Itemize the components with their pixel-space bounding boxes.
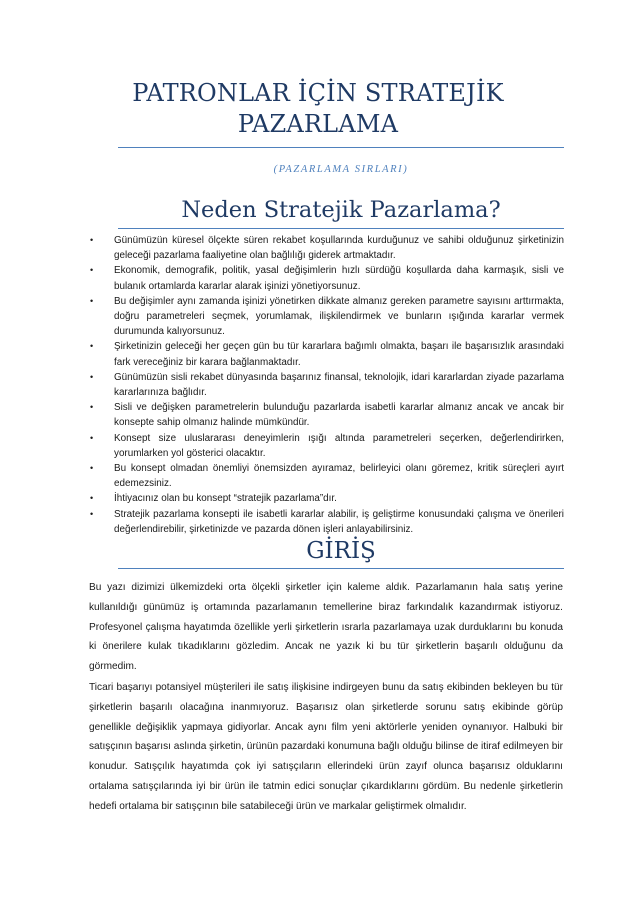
section-heading-introduction: GİRİŞ <box>306 538 376 564</box>
bullet-icon: • <box>90 371 94 382</box>
bullet-text: Günümüzün küresel ölçekte süren rekabet koşullarında kurduğunuz ve sahibi olduğunuz şirketinizin geleceği pazarlama faaliyetine olan bağlılığı giderek artmaktadır. <box>114 235 564 262</box>
bullet-text: İhtiyacınız olan bu konsept “stratejik pazarlama”dır. <box>114 493 337 505</box>
bullet-list <box>89 233 564 537</box>
bullet-item <box>89 294 564 340</box>
bullet-item <box>89 400 564 430</box>
intro-divider <box>118 568 564 569</box>
bullet-text: Ekonomik, demografik, politik, yasal değişimlerin hızlı sürdüğü koşullarda daha karmaşık, sisli ve bulanık ortamlarda kararlar alarak işinizi yönetiyorsunuz. <box>114 265 564 292</box>
bullet-icon: • <box>90 432 94 443</box>
bullet-item <box>89 507 564 537</box>
bullet-text: Stratejik pazarlama konsepti ile isabetli kararlar alabilir, iş geliştirme konusundaki çalışma ve önerileri değerlendirebilir, şirketinizde ve pazarda dönen işleri anlayabilirsiniz. <box>114 508 564 535</box>
bullet-icon: • <box>90 508 94 519</box>
bullet-item <box>89 339 564 369</box>
bullet-item <box>89 491 564 506</box>
bullet-text: Günümüzün sisli rekabet dünyasında başarınız finansal, teknolojik, idari kararlardan ziyade pazarlama kararlarınıza bağlıdır. <box>114 371 564 399</box>
intro-paragraph-2: Ticari başarıyı potansiyel müşterileri ile satış ilişkisine indirgeyen bunu da satış ekibinden bekleyen bu tür şirketlerin başarılı olacağına inanmıyoruz. Başarısız olan şirketlerde sorunu satış ekibinde görüp genellikle değişiklik yapmaya gidiyorlar. Ancak aynı film yeni aktörlerle yeniden oynanıyor. Halbuki bir satışçının başarısı aslında şirketin, ürünün pazardaki konumuna bağlı olduğu bilinse de itiraf edilmeyen bir konudur. Satışçılık hayatımda çok iyi satışçıların ellerindeki ürün zayıf olunca başarısız olduklarını ortalama satışçılarında iyi bir ürün ile tatmin edici sonuçlar çıkardıklarını gördüm. Bu nedenle şirketlerin hedefi ortalama bir satışçının bile satabileceği ürün ve markalar geliştirmek olmalıdır. <box>89 682 563 812</box>
bullet-item <box>89 431 564 461</box>
document-title <box>118 78 518 140</box>
bullet-text: Konsept size uluslararası deneyimlerin ışığı altında parametreleri seçerken, değerlendirirken, yorumlarken yol gösterici olacaktır. <box>114 432 564 459</box>
bullet-text: Şirketinizin geleceği her geçen gün bu tür kararlara bağımlı olmakta, başarı ile başarısızlık arasındaki fark vereceğiniz bir karara bağlanmaktadır. <box>114 341 564 368</box>
title-divider <box>118 147 564 148</box>
bullet-icon: • <box>90 295 94 306</box>
bullet-text: Bu değişimler aynı zamanda işinizi yönetirken dikkate almanız gereken parametre sayısını arttırmakta, doğru parametreleri seçmek, yorumlamak, ilişkilendirmek ve bunların ışığında kararlar vermek durumunda kalıyorsunuz. <box>114 295 564 338</box>
section-heading-why-strategic-marketing: Neden Stratejik Pazarlama? <box>181 197 501 223</box>
bullet-icon: • <box>90 402 94 413</box>
bullet-icon: • <box>90 463 94 474</box>
title-line-2: PAZARLAMA <box>237 110 399 138</box>
bullet-item <box>89 233 564 263</box>
title-line-1: PATRONLAR İÇİN STRATEJİK <box>132 79 504 107</box>
heading-divider <box>118 228 564 229</box>
bullet-text: Sisli ve değişken parametrelerin bulunduğu pazarlarda isabetli kararlar almanız ancak ve ancak bir konsepte sahip olmanız halinde mümkündür. <box>114 402 564 429</box>
subtitle: (PAZARLAMA SIRLARI) <box>273 164 409 175</box>
bullet-icon: • <box>90 265 94 276</box>
bullet-item <box>89 461 564 491</box>
bullet-icon: • <box>90 235 94 245</box>
bullet-icon: • <box>90 341 94 352</box>
bullet-item <box>89 263 564 293</box>
bullet-item <box>89 370 564 400</box>
bullet-text: Bu konsept olmadan önemliyi önemsizden ayıramaz, belirleyici olanı göremez, kritik süreçleri ayırt edemezsiniz. <box>114 463 564 490</box>
bullet-icon: • <box>90 493 94 504</box>
intro-paragraph-1: Bu yazı dizimizi ülkemizdeki orta ölçekli şirketler için kaleme aldık. Pazarlamanın hala satış yerine kullanıldığı günümüz iş ortamında pazarlamanın temellerine biraz farkındalık kazandırmak istiyoruz. Profesyonel çalışma hayatımda özellikle yerli şirketlerin ısrarla pazarlamaya uzak durduklarını bu konuda ki önerilere kulak tıkadıklarını gözledim. Ancak ne yazık ki bu tür şirketlerin başarılı olduğunu da görmedim. <box>89 582 563 673</box>
